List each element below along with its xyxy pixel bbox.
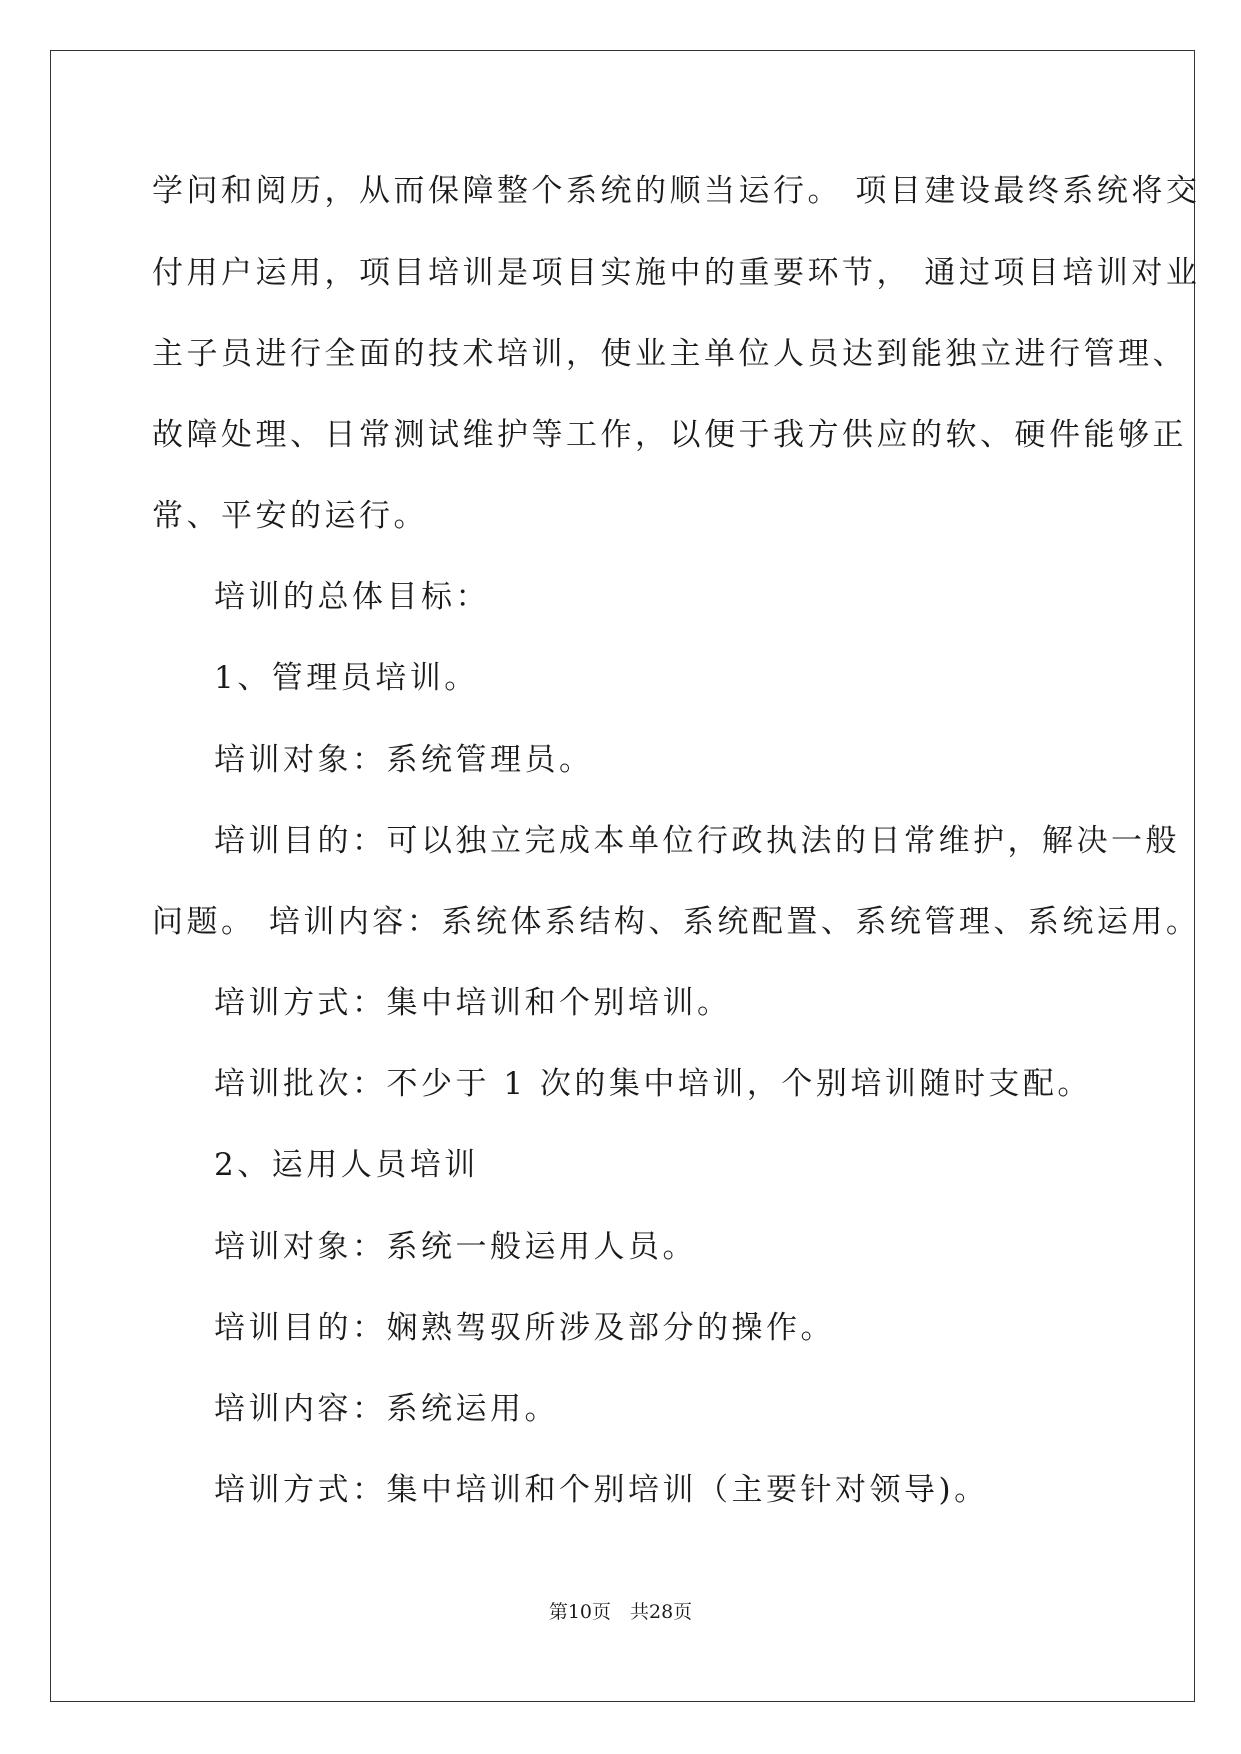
body-line-training-batch-1: 培训批次：不少于 1 次的集中培训，个别培训随时支配。 xyxy=(214,1066,1092,1102)
body-line-3: 主子员进行全面的技术培训，使业主单位人员达到能独立进行管理、 xyxy=(152,336,1187,372)
section-heading-user-training: 2、运用人员培训 xyxy=(214,1147,479,1183)
body-line-training-purpose-1: 培训目的：可以独立完成本单位行政执法的日常维护，解决一般 xyxy=(214,823,1180,859)
section-heading-overall-goal: 培训的总体目标： xyxy=(214,579,490,615)
page-number-footer: 第10页 共28页 xyxy=(548,1601,693,1623)
page-frame xyxy=(50,50,1195,1702)
body-line-training-method-2: 培训方式：集中培训和个别培训（主要针对领导)。 xyxy=(214,1472,989,1508)
section-heading-admin-training: 1、管理员培训。 xyxy=(214,660,479,696)
body-line-training-content-1: 问题。 培训内容：系统体系结构、系统配置、系统管理、系统运用。 xyxy=(152,904,1201,940)
body-line-1: 学问和阅历，从而保障整个系统的顺当运行。 项目建设最终系统将交 xyxy=(152,173,1201,209)
body-line-training-target-1: 培训对象：系统管理员。 xyxy=(214,742,594,778)
body-line-training-purpose-2: 培训目的：娴熟驾驭所涉及部分的操作。 xyxy=(214,1310,835,1346)
body-line-training-content-2: 培训内容：系统运用。 xyxy=(214,1391,559,1427)
body-line-4: 故障处理、日常测试维护等工作，以便于我方供应的软、硬件能够正 xyxy=(152,417,1187,453)
body-line-2: 付用户运用，项目培训是项目实施中的重要环节， 通过项目培训对业 xyxy=(152,255,1201,291)
body-line-training-target-2: 培训对象：系统一般运用人员。 xyxy=(214,1229,697,1265)
body-line-5: 常、平安的运行。 xyxy=(152,498,428,534)
body-line-training-method-1: 培训方式：集中培训和个别培训。 xyxy=(214,985,732,1021)
